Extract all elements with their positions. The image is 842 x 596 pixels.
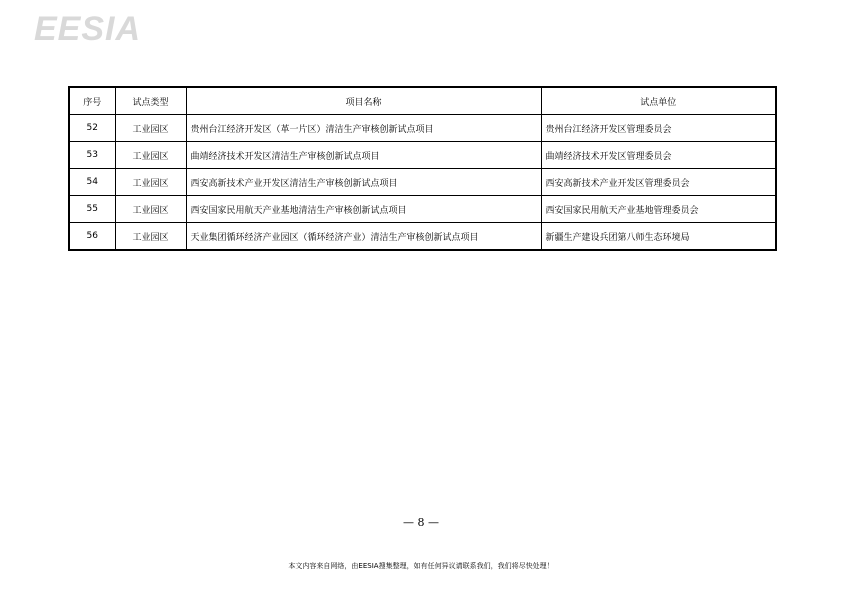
cell-no: 56 — [69, 223, 115, 251]
cell-unit: 西安国家民用航天产业基地管理委员会 — [541, 196, 776, 223]
table-header-row — [69, 87, 776, 115]
eesia-logo: EESIA — [34, 10, 142, 48]
footer-disclaimer: 本文内容来自网络，由EESIA搜集整理，如有任何异议请联系我们，我们将尽快处理！ — [288, 562, 554, 570]
cell-no: 53 — [69, 142, 115, 169]
column-header-project: 项目名称 — [186, 87, 541, 115]
table-row — [69, 169, 776, 196]
cell-type: 工业园区 — [115, 196, 186, 223]
cell-no: 52 — [69, 115, 115, 142]
cell-type: 工业园区 — [115, 223, 186, 251]
cell-unit: 新疆生产建设兵团第八师生态环境局 — [541, 223, 776, 251]
page-number: — 8 — — [403, 516, 439, 529]
pilot-projects-table — [68, 86, 777, 251]
table-row — [69, 142, 776, 169]
table-row — [69, 115, 776, 142]
column-header-type: 试点类型 — [115, 87, 186, 115]
cell-unit: 贵州台江经济开发区管理委员会 — [541, 115, 776, 142]
column-header-no: 序号 — [69, 87, 115, 115]
cell-unit: 西安高新技术产业开发区管理委员会 — [541, 169, 776, 196]
cell-type: 工业园区 — [115, 169, 186, 196]
cell-project: 西安高新技术产业开发区清洁生产审核创新试点项目 — [186, 169, 541, 196]
cell-type: 工业园区 — [115, 142, 186, 169]
cell-project: 曲靖经济技术开发区清洁生产审核创新试点项目 — [186, 142, 541, 169]
table-row — [69, 223, 776, 251]
table-row — [69, 196, 776, 223]
cell-no: 54 — [69, 169, 115, 196]
column-header-unit: 试点单位 — [541, 87, 776, 115]
cell-unit: 曲靖经济技术开发区管理委员会 — [541, 142, 776, 169]
cell-project: 贵州台江经济开发区（革一片区）清洁生产审核创新试点项目 — [186, 115, 541, 142]
cell-no: 55 — [69, 196, 115, 223]
cell-project: 天业集团循环经济产业园区（循环经济产业）清洁生产审核创新试点项目 — [186, 223, 541, 251]
cell-project: 西安国家民用航天产业基地清洁生产审核创新试点项目 — [186, 196, 541, 223]
cell-type: 工业园区 — [115, 115, 186, 142]
